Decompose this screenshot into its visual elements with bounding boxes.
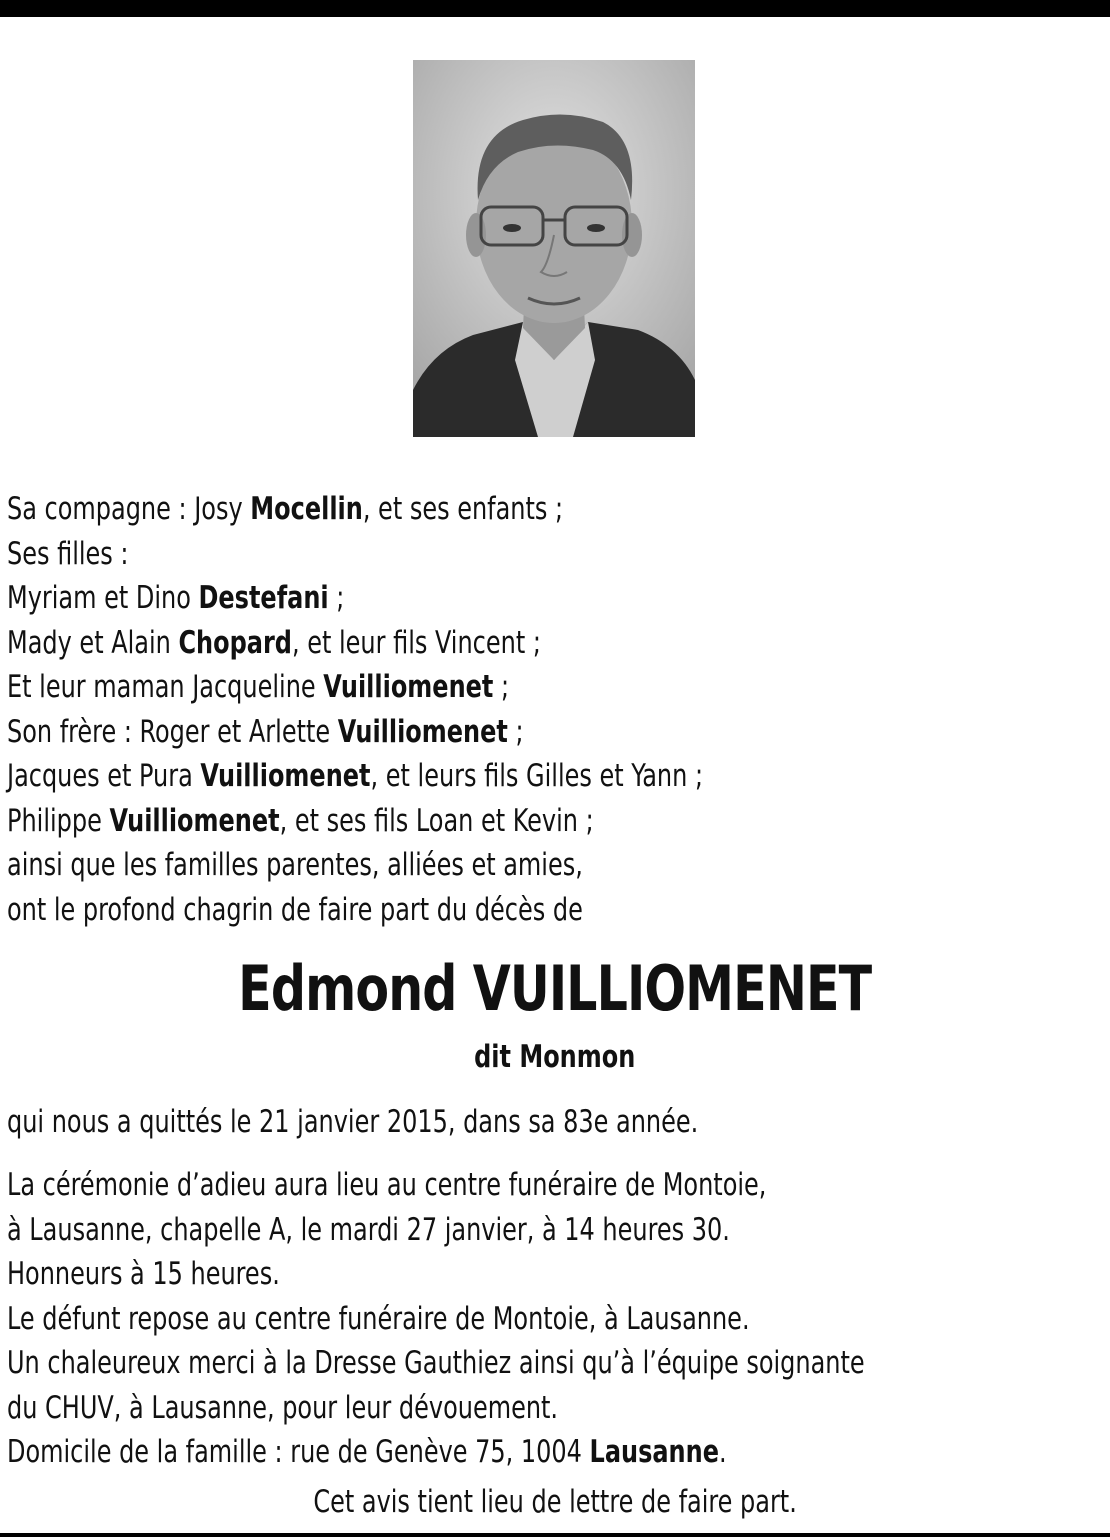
- portrait-photo: [413, 60, 695, 437]
- closing-note: Cet avis tient lieu de lettre de faire part.: [313, 1484, 797, 1520]
- family-line-10: ont le profond chagrin de faire part du décès de: [7, 891, 583, 928]
- family-line-1: Sa compagne : Josy Mocellin, et ses enfants ;: [7, 491, 564, 527]
- details-line-2: à Lausanne, chapelle A, le mardi 27 janvier, à 14 heures 30.: [7, 1211, 730, 1248]
- details-line-6: du CHUV, à Lausanne, pour leur dévouement.: [7, 1389, 559, 1426]
- family-line-8: Philippe Vuilliomenet, et ses fils Loan et Kevin ;: [7, 802, 594, 839]
- death-announcement: [7, 1100, 1104, 1145]
- details-line-4: Le défunt repose au centre funéraire de Montoie, à Lausanne.: [7, 1300, 750, 1337]
- details-line-3: Honneurs à 15 heures.: [7, 1256, 280, 1292]
- details-line-5: Un chaleureux merci à la Dresse Gauthiez ainsi qu’à l’équipe soignante: [7, 1345, 865, 1381]
- details-line-1: La cérémonie d’adieu aura lieu au centre funéraire de Montoie,: [7, 1167, 767, 1203]
- family-line-5: Et leur maman Jacqueline Vuilliomenet ;: [7, 669, 510, 705]
- deceased-nickname: dit Monmon: [474, 1039, 636, 1075]
- details-line-7: Domicile de la famille : rue de Genève 75, 1004 Lausanne.: [7, 1434, 727, 1470]
- top-border-rule: [0, 0, 1110, 17]
- bottom-border-rule: [0, 1533, 1110, 1537]
- family-line-2: Ses filles :: [7, 535, 129, 572]
- family-line-4: Mady et Alain Chopard, et leur fils Vincent ;: [7, 624, 541, 661]
- portrait-illustration: [413, 60, 695, 437]
- family-line-6: Son frère : Roger et Arlette Vuilliomenet ;: [7, 713, 524, 750]
- family-line-7: Jacques et Pura Vuilliomenet, et leurs fils Gilles et Yann ;: [7, 758, 704, 794]
- deceased-name: Edmond VUILLIOMENET: [238, 952, 872, 1025]
- family-line-9: ainsi que les familles parentes, alliées et amies,: [7, 847, 583, 883]
- family-line-3: Myriam et Dino Destefani ;: [7, 580, 345, 616]
- family-list: [7, 487, 1104, 932]
- ceremony-details: [7, 1163, 1104, 1475]
- death-line: qui nous a quittés le 21 janvier 2015, dans sa 83e année.: [7, 1104, 699, 1140]
